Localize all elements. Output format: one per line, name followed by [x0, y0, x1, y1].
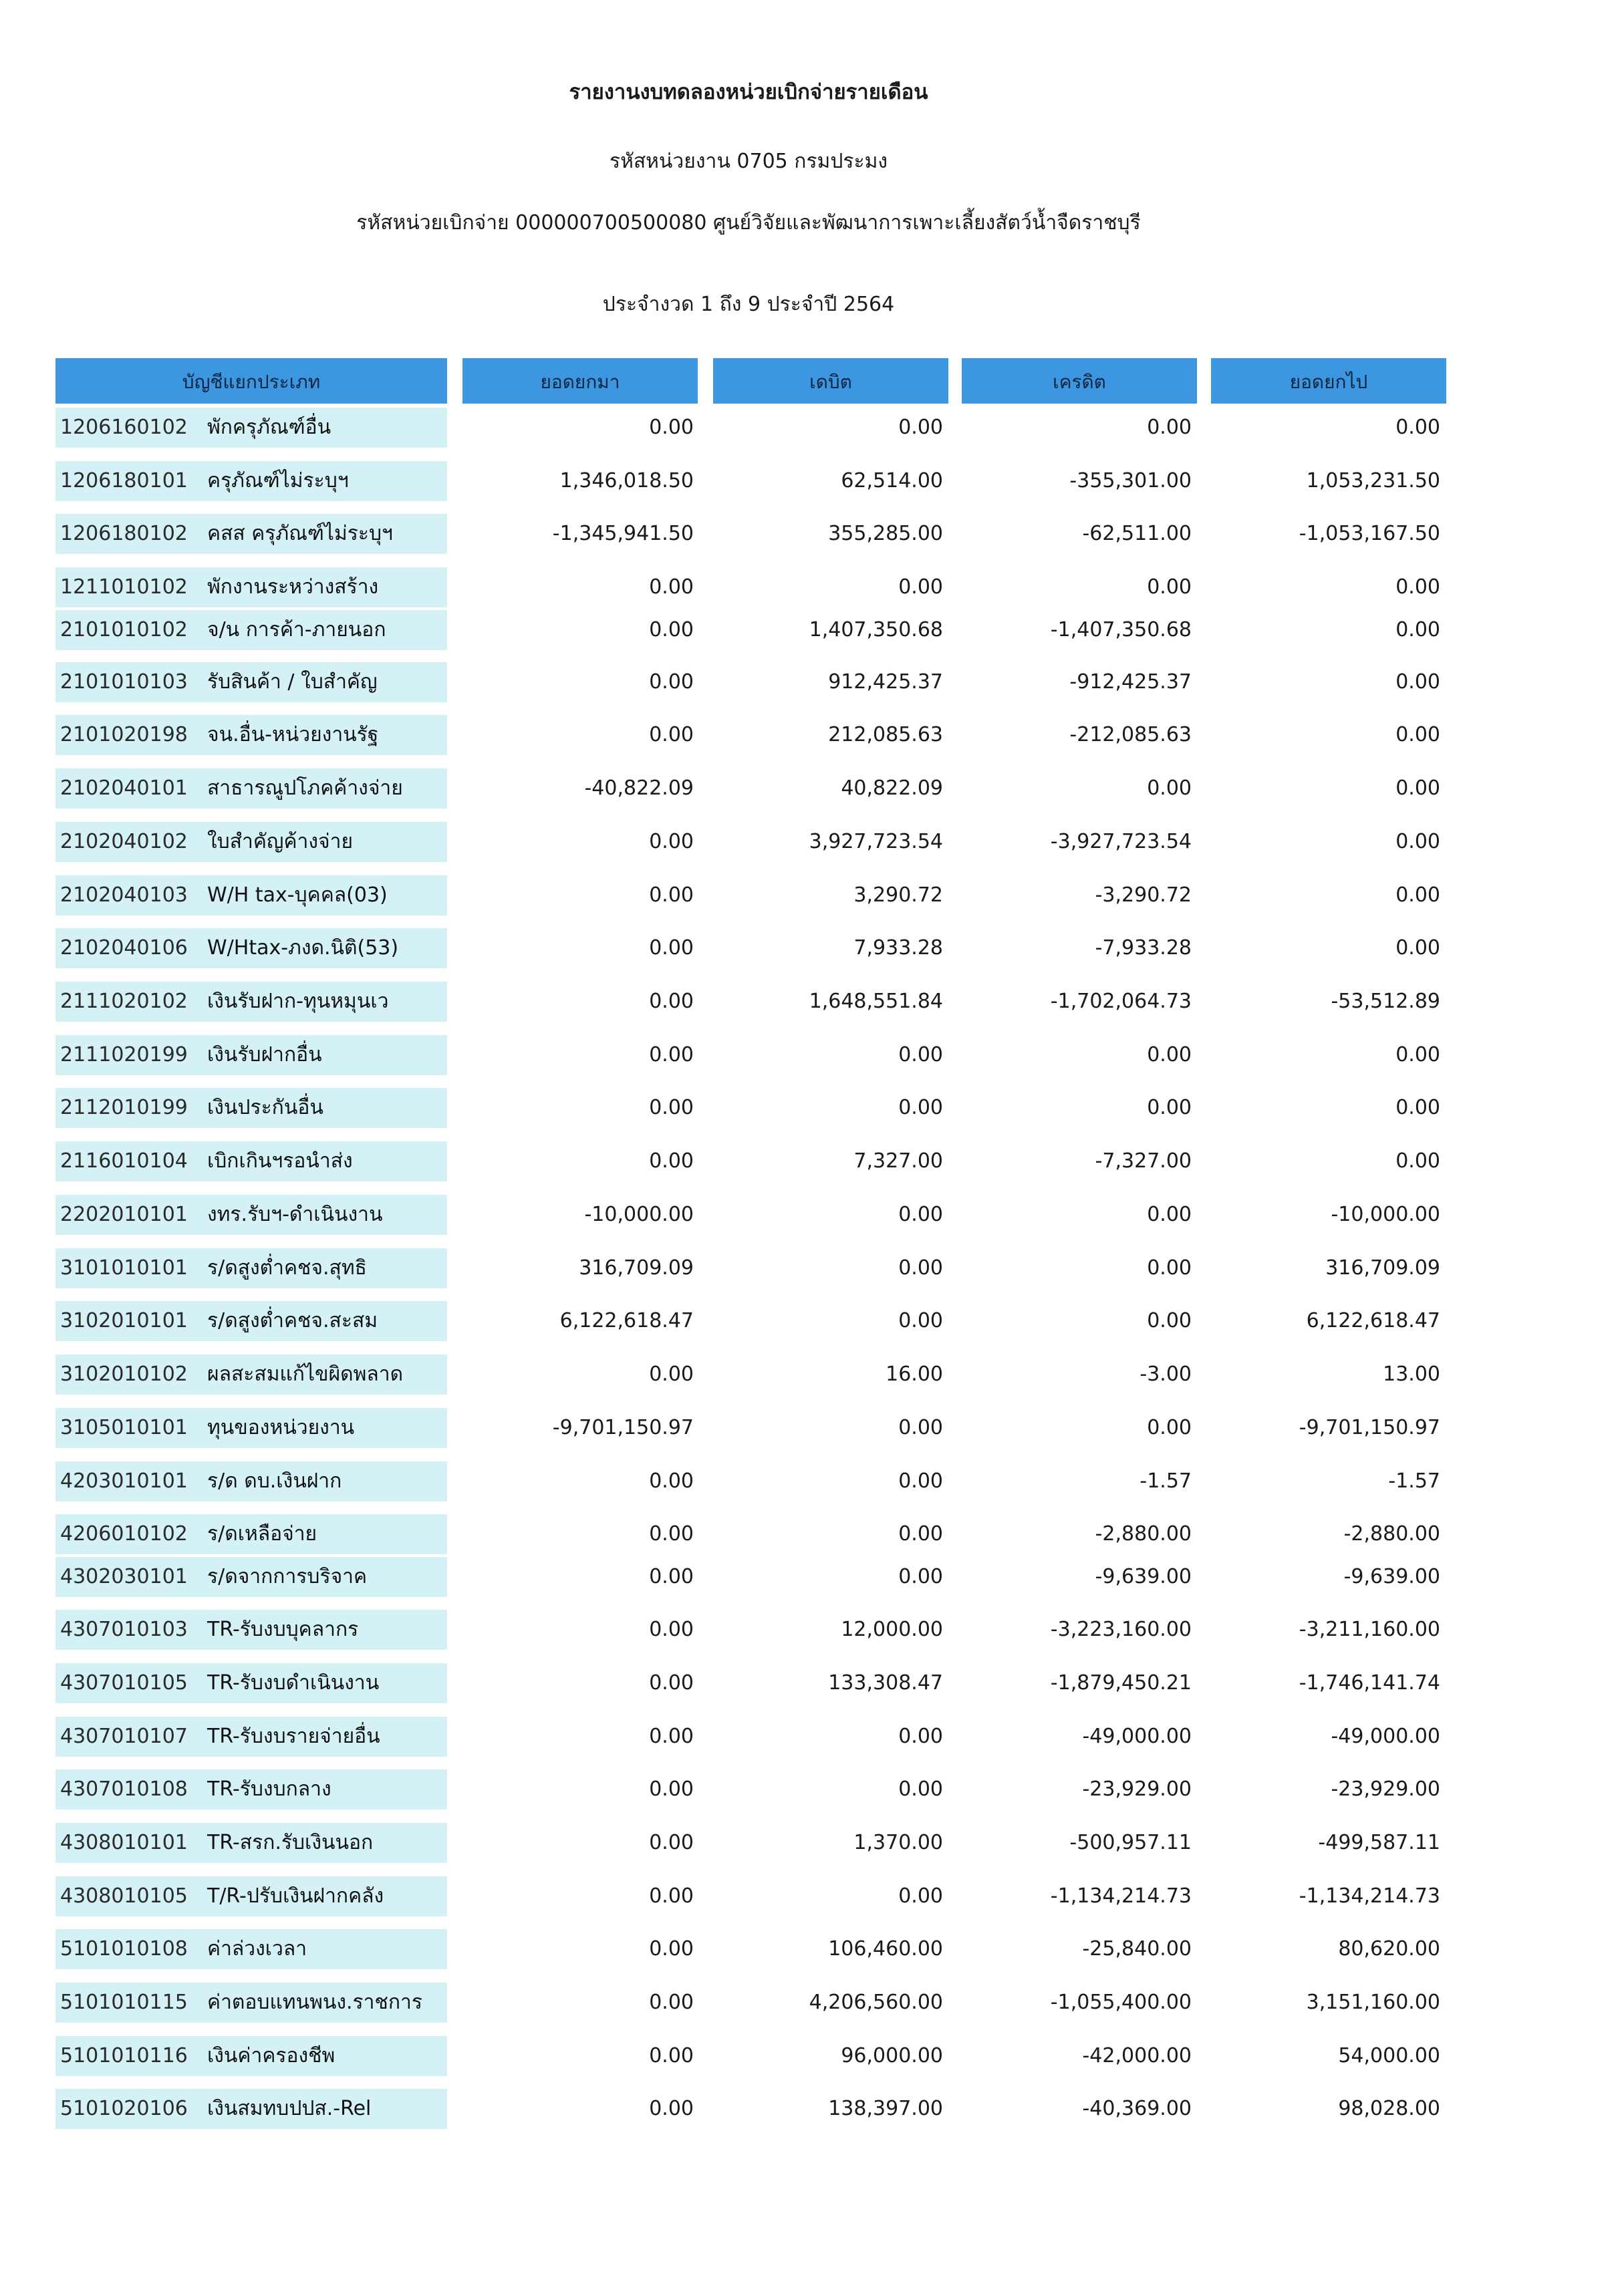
table-row [0, 1717, 1610, 1757]
balance-forward: 0.00 [649, 1991, 694, 2014]
credit-amount: 0.00 [1147, 776, 1192, 800]
debit-amount: 12,000.00 [841, 1618, 943, 1641]
table-row [0, 875, 1610, 915]
account-code: 5101010115 [60, 1991, 188, 2014]
balance-carried: 0.00 [1395, 830, 1440, 853]
account-name: ร/ด ดบ.เงินฝาก [207, 1469, 342, 1493]
account-code: 5101010116 [60, 2044, 188, 2067]
table-row [0, 1301, 1610, 1341]
debit-amount: 96,000.00 [841, 2044, 943, 2067]
balance-carried: -9,639.00 [1343, 1565, 1440, 1588]
balance-carried: 6,122,618.47 [1306, 1309, 1440, 1332]
balance-forward: 0.00 [649, 1671, 694, 1695]
table-row [0, 1461, 1610, 1501]
account-name: ร/ดเหลือจ่าย [207, 1522, 317, 1546]
balance-forward: 0.00 [649, 618, 694, 641]
account-name: W/Htax-ภงด.นิติ(53) [207, 936, 399, 960]
balance-forward: 316,709.09 [579, 1256, 694, 1280]
debit-amount: 912,425.37 [828, 670, 943, 694]
balance-carried: -23,929.00 [1331, 1777, 1440, 1801]
balance-forward: -10,000.00 [584, 1203, 694, 1226]
balance-carried: 0.00 [1395, 575, 1440, 599]
account-name: ร/ดสูงต่ำคชจ.สะสม [207, 1309, 378, 1332]
table-row [0, 1610, 1610, 1650]
account-code: 3102010102 [60, 1362, 188, 1386]
balance-forward: 0.00 [649, 1522, 694, 1546]
account-code: 4206010102 [60, 1522, 188, 1546]
balance-carried: 80,620.00 [1338, 1937, 1440, 1961]
balance-forward: 0.00 [649, 883, 694, 907]
table-row [0, 1035, 1610, 1075]
credit-amount: -500,957.11 [1069, 1831, 1192, 1854]
credit-amount: 0.00 [1147, 1256, 1192, 1280]
credit-amount: 0.00 [1147, 1043, 1192, 1066]
balance-carried: 316,709.09 [1325, 1256, 1440, 1280]
balance-carried: -53,512.89 [1331, 990, 1440, 1013]
account-code: 2102040103 [60, 883, 188, 907]
balance-forward: 0.00 [649, 416, 694, 439]
table-row [0, 1663, 1610, 1703]
credit-amount: -3.00 [1139, 1362, 1192, 1386]
table-row [0, 1408, 1610, 1448]
account-name: สาธารณูปโภคค้างจ่าย [207, 776, 403, 800]
account-name: เงินประกันอื่น [207, 1096, 323, 1119]
account-name: เงินสมทบปปส.-Rel [207, 2097, 372, 2120]
account-code: 4203010101 [60, 1469, 188, 1493]
account-name: คสส ครุภัณฑ์ไม่ระบุฯ [207, 522, 393, 545]
account-code: 2111020102 [60, 990, 188, 1013]
debit-amount: 0.00 [898, 1309, 943, 1332]
credit-amount: -1,702,064.73 [1050, 990, 1192, 1013]
table-row [0, 1983, 1610, 2023]
account-name: จ/น การค้า-ภายนอก [207, 618, 386, 641]
balance-carried: 0.00 [1395, 723, 1440, 746]
credit-amount: 0.00 [1147, 416, 1192, 439]
credit-amount: -42,000.00 [1082, 2044, 1192, 2067]
account-name: ผลสะสมแก้ไขผิดพลาด [207, 1362, 404, 1386]
balance-forward: 0.00 [649, 670, 694, 694]
table-row [0, 1195, 1610, 1235]
balance-carried: 0.00 [1395, 1149, 1440, 1173]
balance-forward: 0.00 [649, 1937, 694, 1961]
debit-amount: 0.00 [898, 1884, 943, 1908]
credit-amount: 0.00 [1147, 1096, 1192, 1119]
debit-amount: 0.00 [898, 1469, 943, 1493]
balance-forward: 0.00 [649, 1884, 694, 1908]
account-code: 4307010108 [60, 1777, 188, 1801]
balance-forward: 0.00 [649, 1777, 694, 1801]
table-row [0, 768, 1610, 809]
account-name: TR-รับงบรายจ่ายอื่น [207, 1725, 380, 1748]
debit-amount: 3,927,723.54 [809, 830, 943, 853]
account-name: TR-รับงบกลาง [207, 1777, 331, 1801]
credit-amount: -62,511.00 [1082, 522, 1192, 545]
debit-amount: 7,933.28 [853, 936, 943, 960]
credit-amount: -7,327.00 [1095, 1149, 1192, 1173]
credit-amount: -1.57 [1139, 1469, 1192, 1493]
credit-amount: -1,407,350.68 [1050, 618, 1192, 641]
account-name: พักครุภัณฑ์อื่น [207, 416, 331, 439]
table-row [0, 514, 1610, 554]
account-name: รับสินค้า / ใบสำคัญ [207, 670, 378, 694]
account-name: เบิกเกินฯรอนำส่ง [207, 1149, 353, 1173]
balance-carried: 13.00 [1383, 1362, 1440, 1386]
debit-amount: 0.00 [898, 575, 943, 599]
account-code: 4308010101 [60, 1831, 188, 1854]
account-code: 2102040102 [60, 830, 188, 853]
credit-amount: -3,290.72 [1095, 883, 1192, 907]
debit-amount: 133,308.47 [828, 1671, 943, 1695]
debit-amount: 0.00 [898, 1043, 943, 1066]
balance-forward: 0.00 [649, 1565, 694, 1588]
account-code: 2102040101 [60, 776, 188, 800]
account-code: 4302030101 [60, 1565, 188, 1588]
debit-amount: 0.00 [898, 1522, 943, 1546]
credit-amount: -355,301.00 [1069, 469, 1192, 492]
debit-amount: 0.00 [898, 1777, 943, 1801]
account-name: เงินค่าครองชีพ [207, 2044, 336, 2067]
balance-carried: -49,000.00 [1331, 1725, 1440, 1748]
account-code: 3101010101 [60, 1256, 188, 1280]
balance-carried: 98,028.00 [1338, 2097, 1440, 2120]
debit-amount: 212,085.63 [828, 723, 943, 746]
table-row [0, 2089, 1610, 2129]
table-row [0, 1769, 1610, 1810]
account-name: ครุภัณฑ์ไม่ระบุฯ [207, 469, 349, 492]
balance-carried: -499,587.11 [1318, 1831, 1440, 1854]
debit-amount: 0.00 [898, 1416, 943, 1439]
balance-forward: 0.00 [649, 2097, 694, 2120]
table-row [0, 1929, 1610, 1969]
account-name: ร/ดจากการบริจาค [207, 1565, 368, 1588]
debit-amount: 138,397.00 [828, 2097, 943, 2120]
balance-forward: 0.00 [649, 1469, 694, 1493]
debit-amount: 1,370.00 [853, 1831, 943, 1854]
balance-forward: 0.00 [649, 2044, 694, 2067]
account-name: ร/ดสูงต่ำคชจ.สุทธิ [207, 1256, 367, 1280]
table-row [0, 1514, 1610, 1554]
account-name: TR-สรก.รับเงินนอก [207, 1831, 374, 1854]
credit-amount: -9,639.00 [1095, 1565, 1192, 1588]
debit-amount: 0.00 [898, 1565, 943, 1588]
debit-amount: 0.00 [898, 1096, 943, 1119]
balance-forward: 0.00 [649, 1149, 694, 1173]
balance-forward: 0.00 [649, 1831, 694, 1854]
credit-amount: 0.00 [1147, 575, 1192, 599]
account-name: เงินรับฝาก-ทุนหมุนเว [207, 990, 389, 1013]
credit-amount: -3,927,723.54 [1050, 830, 1192, 853]
balance-forward: -1,345,941.50 [552, 522, 694, 545]
account-code: 3105010101 [60, 1416, 188, 1439]
debit-amount: 0.00 [898, 1256, 943, 1280]
account-code: 1206160102 [60, 416, 188, 439]
balance-carried: -3,211,160.00 [1299, 1618, 1440, 1641]
balance-carried: 0.00 [1395, 1043, 1440, 1066]
table-row [0, 715, 1610, 755]
balance-carried: -1,134,214.73 [1299, 1884, 1440, 1908]
balance-carried: -10,000.00 [1331, 1203, 1440, 1226]
credit-amount: -7,933.28 [1095, 936, 1192, 960]
balance-carried: -1,746,141.74 [1299, 1671, 1440, 1695]
credit-amount: -1,134,214.73 [1050, 1884, 1192, 1908]
debit-amount: 3,290.72 [853, 883, 943, 907]
balance-carried: 0.00 [1395, 670, 1440, 694]
account-name: ค่าตอบแทนพนง.ราชการ [207, 1991, 422, 2014]
account-name: ค่าล่วงเวลา [207, 1937, 307, 1961]
balance-forward: 0.00 [649, 936, 694, 960]
table-row [0, 1354, 1610, 1395]
account-code: 4308010105 [60, 1884, 188, 1908]
balance-carried: 0.00 [1395, 936, 1440, 960]
report-period: ประจำงวด 1 ถึง 9 ประจำปี 2564 [602, 293, 895, 316]
account-name: TR-รับงบดำเนินงาน [207, 1671, 380, 1695]
debit-amount: 0.00 [898, 1725, 943, 1748]
credit-amount: 0.00 [1147, 1416, 1192, 1439]
table-row [0, 928, 1610, 968]
account-code: 2202010101 [60, 1203, 188, 1226]
balance-carried: 0.00 [1395, 883, 1440, 907]
table-row [0, 1248, 1610, 1288]
column-header-account: บัญชีแยกประเภท [55, 358, 447, 404]
balance-forward: 0.00 [649, 1043, 694, 1066]
debit-amount: 7,327.00 [853, 1149, 943, 1173]
account-code: 4307010103 [60, 1618, 188, 1641]
balance-carried: -1.57 [1388, 1469, 1440, 1493]
balance-forward: 0.00 [649, 1096, 694, 1119]
account-name: W/H tax-บุคคล(03) [207, 883, 388, 907]
account-code: 1206180101 [60, 469, 188, 492]
credit-amount: -1,055,400.00 [1050, 1991, 1192, 2014]
balance-forward: 1,346,018.50 [559, 469, 694, 492]
balance-carried: 0.00 [1395, 776, 1440, 800]
debit-amount: 62,514.00 [841, 469, 943, 492]
report-title: รายงานงบทดลองหน่วยเบิกจ่ายรายเดือน [569, 80, 928, 104]
balance-forward: 6,122,618.47 [559, 1309, 694, 1332]
table-row [0, 1557, 1610, 1597]
debit-amount: 1,407,350.68 [809, 618, 943, 641]
account-code: 2116010104 [60, 1149, 188, 1173]
column-header-balance-forward: ยอดยกมา [462, 358, 698, 404]
account-code: 2101010103 [60, 670, 188, 694]
credit-amount: -2,880.00 [1095, 1522, 1192, 1546]
balance-carried: 0.00 [1395, 416, 1440, 439]
account-name: งทร.รับฯ-ดำเนินงาน [207, 1203, 383, 1226]
balance-carried: 0.00 [1395, 618, 1440, 641]
balance-forward: 0.00 [649, 723, 694, 746]
account-code: 5101020106 [60, 2097, 188, 2120]
table-row [0, 610, 1610, 650]
table-row [0, 2036, 1610, 2076]
column-header-balance-carried: ยอดยกไป [1211, 358, 1446, 404]
table-row [0, 1088, 1610, 1128]
balance-forward: 0.00 [649, 1618, 694, 1641]
credit-amount: -912,425.37 [1069, 670, 1192, 694]
debit-amount: 355,285.00 [828, 522, 943, 545]
account-code: 2101020198 [60, 723, 188, 746]
credit-amount: -49,000.00 [1082, 1725, 1192, 1748]
table-row [0, 1823, 1610, 1863]
account-code: 4307010105 [60, 1671, 188, 1695]
table-row [0, 982, 1610, 1022]
credit-amount: 0.00 [1147, 1203, 1192, 1226]
debit-amount: 1,648,551.84 [809, 990, 943, 1013]
balance-carried: 0.00 [1395, 1096, 1440, 1119]
account-code: 1211010102 [60, 575, 188, 599]
table-row [0, 662, 1610, 702]
column-header-debit: เดบิต [713, 358, 948, 404]
credit-amount: -212,085.63 [1069, 723, 1192, 746]
balance-carried: -1,053,167.50 [1299, 522, 1440, 545]
account-code: 5101010108 [60, 1937, 188, 1961]
table-row [0, 1876, 1610, 1916]
debit-amount: 0.00 [898, 416, 943, 439]
balance-forward: 0.00 [649, 1725, 694, 1748]
balance-carried: 1,053,231.50 [1306, 469, 1440, 492]
table-row [0, 567, 1610, 607]
account-code: 1206180102 [60, 522, 188, 545]
account-name: ใบสำคัญค้างจ่าย [207, 830, 354, 853]
account-code: 2112010199 [60, 1096, 188, 1119]
balance-carried: -2,880.00 [1343, 1522, 1440, 1546]
table-row [0, 408, 1610, 448]
credit-amount: -23,929.00 [1082, 1777, 1192, 1801]
debit-amount: 4,206,560.00 [809, 1991, 943, 2014]
account-name: เงินรับฝากอื่น [207, 1043, 322, 1066]
account-code: 3102010101 [60, 1309, 188, 1332]
table-row [0, 822, 1610, 862]
account-name: จน.อื่น-หน่วยงานรัฐ [207, 723, 379, 746]
balance-forward: -40,822.09 [584, 776, 694, 800]
column-header-credit: เครดิต [962, 358, 1197, 404]
debit-amount: 106,460.00 [828, 1937, 943, 1961]
balance-carried: 54,000.00 [1338, 2044, 1440, 2067]
balance-carried: -9,701,150.97 [1299, 1416, 1440, 1439]
account-code: 2101010102 [60, 618, 188, 641]
account-name: TR-รับงบบุคลากร [207, 1618, 359, 1641]
debit-amount: 16.00 [886, 1362, 943, 1386]
credit-amount: -1,879,450.21 [1050, 1671, 1192, 1695]
credit-amount: -40,369.00 [1082, 2097, 1192, 2120]
credit-amount: -25,840.00 [1082, 1937, 1192, 1961]
account-code: 2102040106 [60, 936, 188, 960]
balance-forward: 0.00 [649, 990, 694, 1013]
balance-forward: 0.00 [649, 830, 694, 853]
account-code: 2111020199 [60, 1043, 188, 1066]
credit-amount: 0.00 [1147, 1309, 1192, 1332]
account-name: T/R-ปรับเงินฝากคลัง [207, 1884, 384, 1908]
balance-carried: 3,151,160.00 [1306, 1991, 1440, 2014]
account-name: พักงานระหว่างสร้าง [207, 575, 379, 599]
debit-amount: 40,822.09 [841, 776, 943, 800]
balance-forward: 0.00 [649, 1362, 694, 1386]
disbursing-unit: รหัสหน่วยเบิกจ่าย 000000700500080 ศูนย์วิจัยและพัฒนาการเพาะเลี้ยงสัตว์น้ำจืดราชบุรี [356, 211, 1141, 235]
balance-forward: -9,701,150.97 [552, 1416, 694, 1439]
agency-code: รหัสหน่วยงาน 0705 กรมประมง [609, 150, 888, 173]
account-code: 4307010107 [60, 1725, 188, 1748]
credit-amount: -3,223,160.00 [1050, 1618, 1192, 1641]
account-name: ทุนของหน่วยงาน [207, 1416, 355, 1439]
debit-amount: 0.00 [898, 1203, 943, 1226]
balance-forward: 0.00 [649, 575, 694, 599]
table-row [0, 1141, 1610, 1181]
table-row [0, 461, 1610, 501]
